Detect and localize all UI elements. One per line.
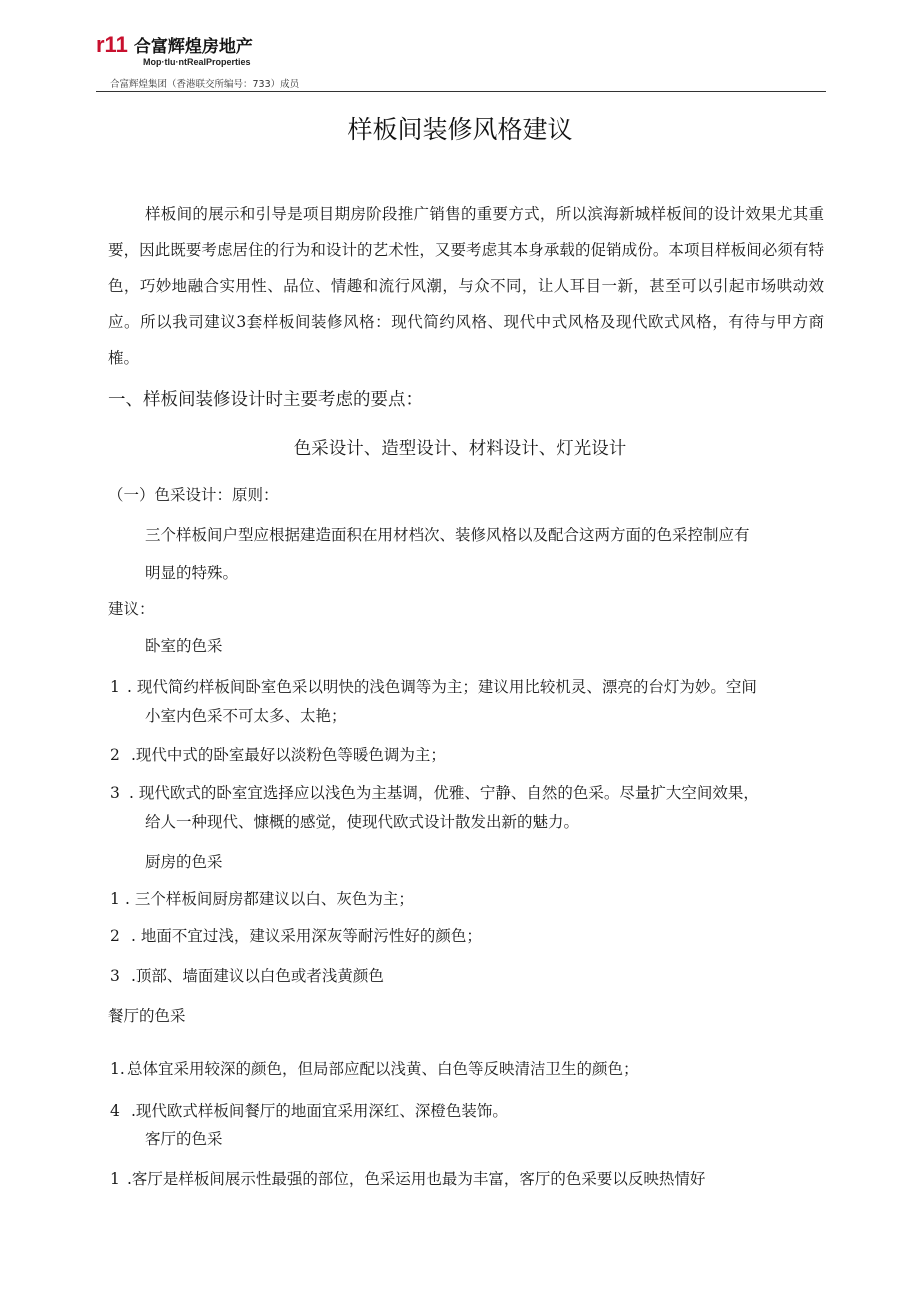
kitchen-heading: 厨房的色采: [145, 853, 223, 871]
living-item-1-num: 1: [110, 1170, 120, 1188]
bedroom-heading: 卧室的色采: [145, 637, 223, 655]
suggest-label: 建议：: [108, 600, 155, 618]
kitchen-item-2-num: 2: [110, 927, 120, 945]
logo-mark: r11: [96, 32, 128, 57]
bedroom-item-3-num: 3: [110, 784, 120, 802]
brand-name-en: Mop·tlu·ntRealProperties: [143, 57, 251, 67]
bedroom-item-1-num: 1: [110, 678, 120, 696]
bedroom-item-1-line1: . 现代简约样板间卧室色采以明快的浅色调等为主；建议用比较机灵、漂亮的台灯为妙。空间: [127, 678, 757, 696]
bedroom-item-1-line2: 小室内色采不可太多、太艳；: [145, 707, 347, 725]
dining-item-1-num: 1.: [110, 1060, 125, 1078]
living-heading: 客厅的色采: [145, 1130, 223, 1148]
principle-line2: 明显的特殊。: [145, 564, 239, 582]
dining-item-2-num: 4: [110, 1102, 120, 1120]
company-logo: [96, 32, 253, 58]
dining-heading: 餐厅的色采: [108, 1007, 186, 1025]
member-line: 合富辉煌集团（香港联交所编号：733）成员: [110, 79, 300, 90]
kitchen-item-2-line1: . 地面不宜过浅，建议采用深灰等耐污性好的颜色；: [131, 927, 482, 945]
dining-item-2-line1: .现代欧式样板间餐厅的地面宜采用深红、深橙色装饰。: [131, 1102, 508, 1120]
bedroom-item-2-line1: .现代中式的卧室最好以淡粉色等暖色调为主；: [131, 746, 446, 764]
intro-paragraph: 样板间的展示和引导是项目期房阶段推广销售的重要方式，所以滨海新城样板间的设计效果尤其重要，因此既要考虑居住的行为和设计的艺术性，又要考虑其本身承载的促销成份。本项目样板间必须有特色，巧妙地融合实用性、品位、情趣和流行风潮，与众不同，让人耳目一新，甚至可以引起市场哄动效应。所以我司建议3套样板间装修风格：现代简约风格、现代中式风格及现代欧式风格，有待与甲方商榷。: [108, 205, 824, 367]
principle-line1: 三个样板间户型应根据建造面积在用材档次、装修风格以及配合这两方面的色采控制应有: [145, 526, 750, 544]
kitchen-item-3-num: 3: [110, 967, 120, 985]
kitchen-item-1-num: 1: [110, 890, 120, 908]
section1-points: 色采设计、造型设计、材料设计、灯光设计: [293, 439, 627, 459]
kitchen-item-3-line1: .顶部、墙面建议以白色或者浅黄颜色: [131, 967, 384, 985]
kitchen-item-1-line1: . 三个样板间厨房都建议以白、灰色为主；: [125, 890, 414, 908]
sub1-heading: （一）色采设计：原则：: [108, 486, 279, 504]
bedroom-item-3-line2: 给人一种现代、慷概的感觉，使现代欧式设计散发出新的魅力。: [145, 813, 580, 831]
brand-name-cn: 合富辉煌房地产: [133, 37, 253, 57]
living-item-1-line1: .客厅是样板间展示性最强的部位，色采运用也最为丰富，客厅的色采要以反映热情好: [127, 1170, 706, 1188]
bedroom-item-3-line1: . 现代欧式的卧室宜选择应以浅色为主基调，优雅、宁静、自然的色采。尽量扩大空间效果，: [129, 784, 759, 802]
bedroom-item-2-num: 2: [110, 746, 120, 764]
section1-heading: 一、样板间装修设计时主要考虑的要点：: [108, 390, 423, 410]
header-divider: [96, 91, 826, 92]
document-title: 样板间装修风格建议: [347, 115, 573, 144]
dining-item-1-line1: 总体宜采用较深的颜色，但局部应配以浅黄、白色等反映清洁卫生的颜色；: [127, 1060, 639, 1078]
